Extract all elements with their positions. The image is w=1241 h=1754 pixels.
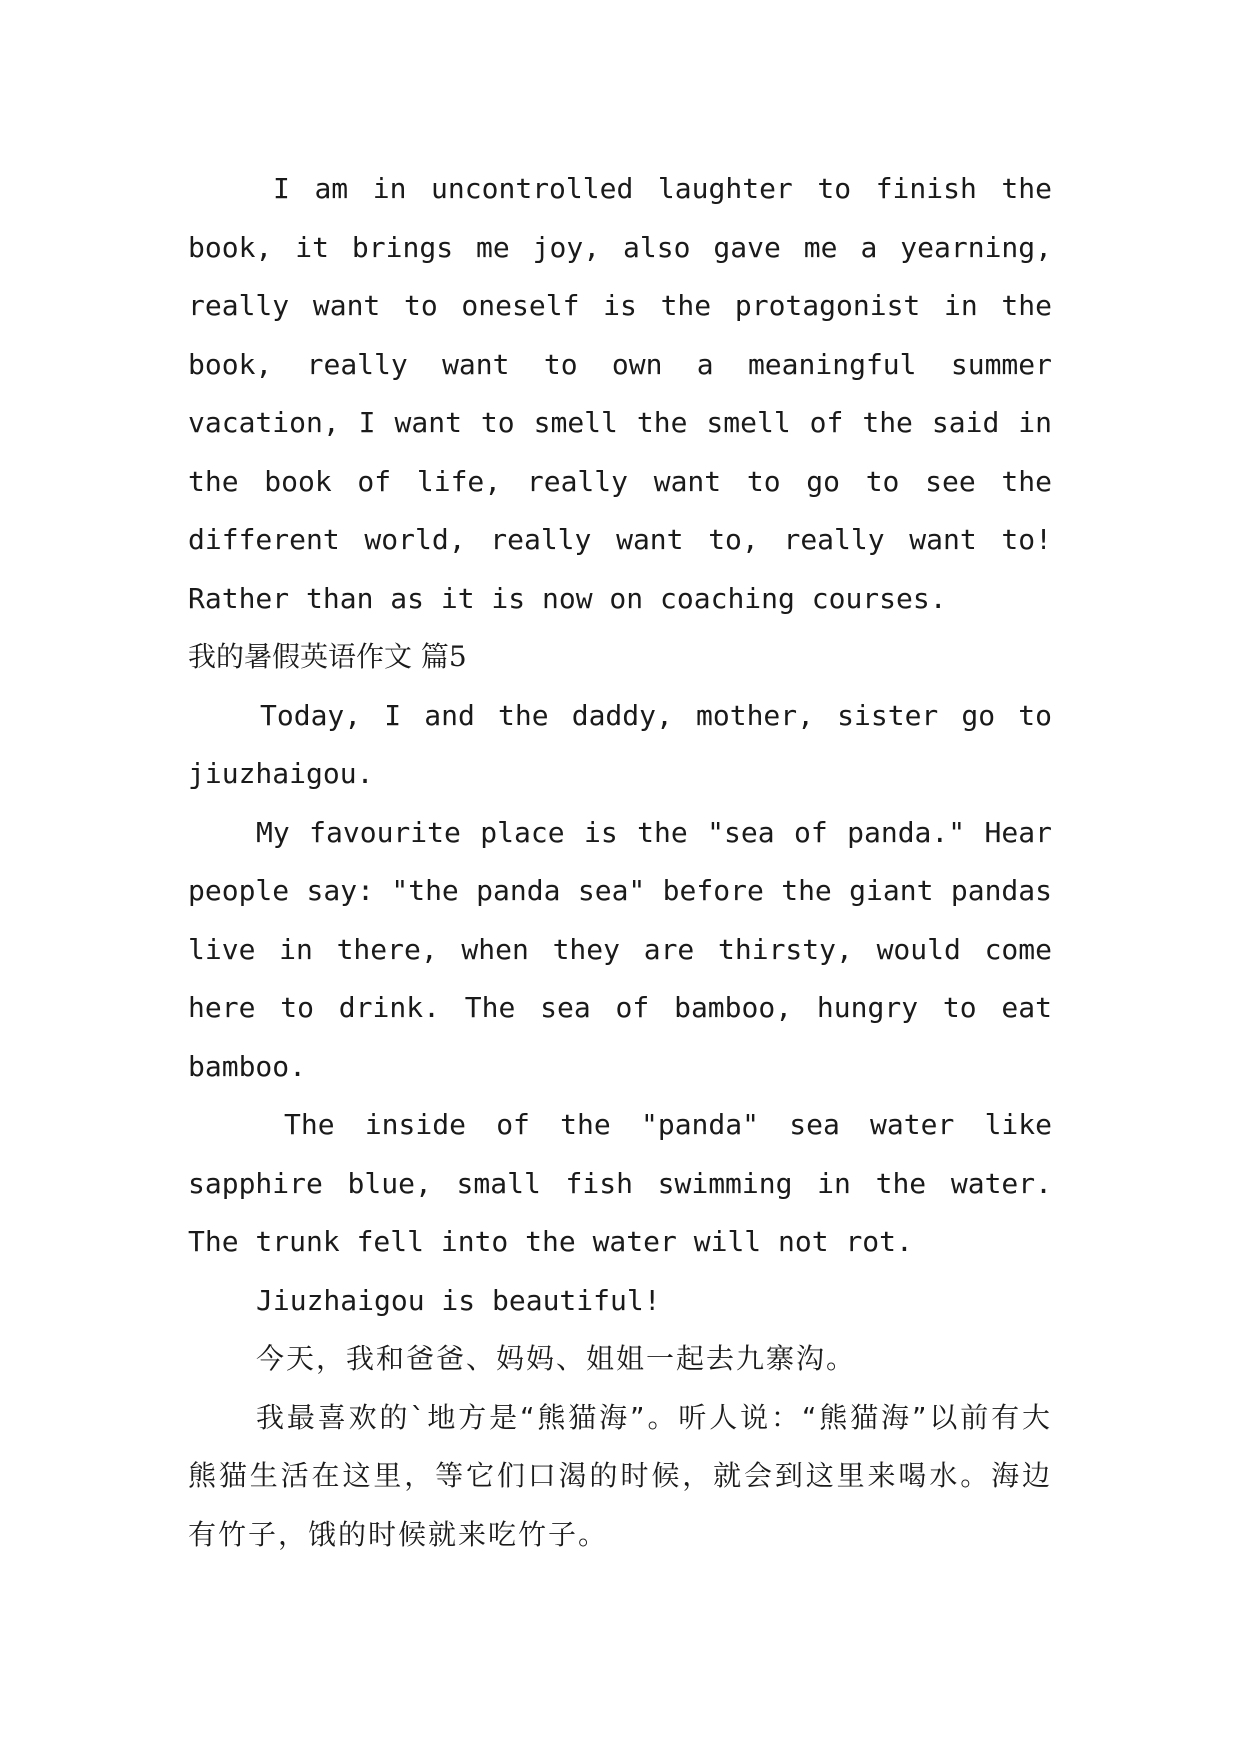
paragraph-trip-intro: Today, I and the daddy, mother, sister go to jiuzhaigou.: [188, 698, 1052, 790]
paragraph-panda-sea: My favourite place is the "sea of panda." Hear people say: "the panda sea" before the giant pandas live in there, when they are thirsty, would come here to drink. The sea of bamboo, hungry to eat bamboo.: [188, 815, 1052, 1083]
paragraph-book-reflection: I am in uncontrolled laughter to finish the book, it brings me joy, also gave me a yearning, really want to oneself is the protagonist in the book, really want to own a meaningful summer vacation, I want to smell the smell of the said in the book of life, really want to go to see the different world, really want to, really want to! Rather than as it is now on coaching courses.: [188, 172, 1052, 615]
document-body: [188, 160, 1052, 1564]
paragraph-sea-water: The inside of the "panda" sea water like sapphire blue, small fish swimming in the water. The trunk fell into the water will not rot.: [188, 1108, 1052, 1258]
section-heading: 我的暑假英语作文 篇5: [188, 640, 467, 673]
paragraph-beautiful: Jiuzhaigou is beautiful!: [256, 1283, 661, 1317]
paragraph-chinese-panda-sea: 我最喜欢的`地方是“熊猫海”。听人说：“熊猫海”以前有大熊猫生活在这里，等它们口渴的时候，就会到这里来喝水。海边有竹子，饿的时候就来吃竹子。: [188, 1400, 1052, 1551]
paragraph-chinese-intro: 今天，我和爸爸、妈妈、姐姐一起去九寨沟。: [256, 1342, 857, 1375]
